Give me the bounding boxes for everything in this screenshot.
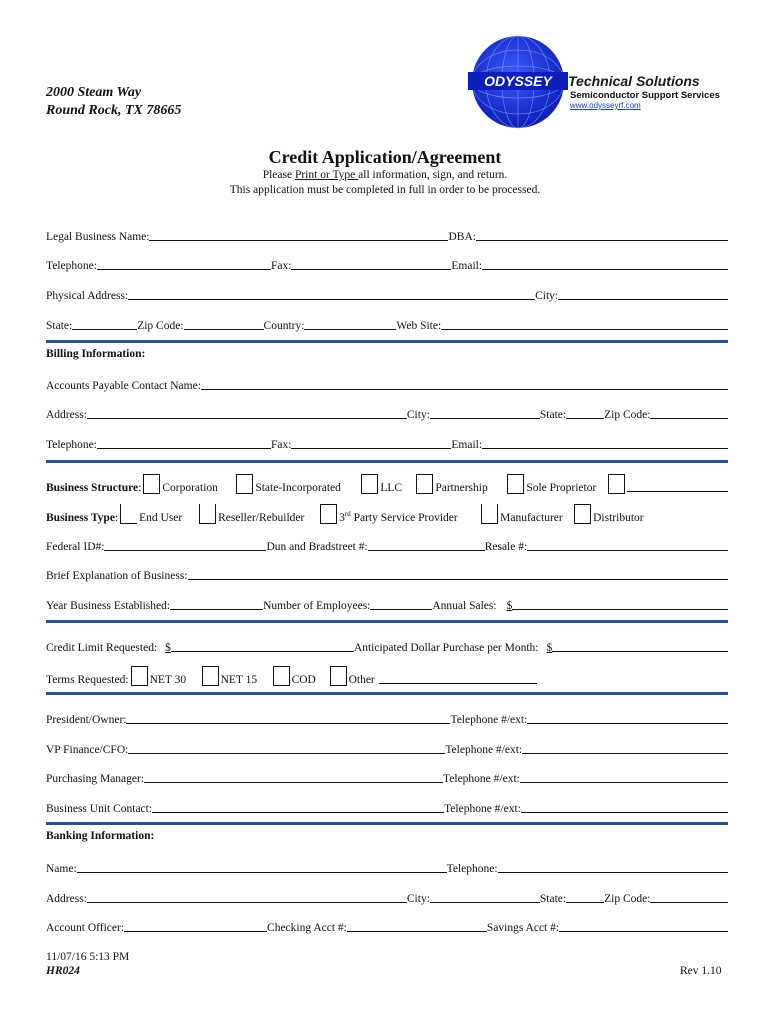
bank-telephone-label: Telephone: — [446, 863, 498, 875]
form-title: Credit Application/Agreement — [268, 147, 502, 167]
resale-label: Resale #: — [484, 541, 528, 553]
federal-id-label: Federal ID#: — [46, 541, 105, 553]
row-billing-contact — [46, 435, 728, 451]
country-label: Country: — [263, 320, 305, 332]
billing-email-label: Email: — [451, 439, 483, 451]
row-bank-accounts — [46, 918, 728, 934]
logo-tagline-1: Technical Solutions — [568, 73, 700, 89]
section-divider — [46, 822, 728, 825]
business-unit-phone-label: Telephone #/ext: — [444, 803, 521, 815]
row-bank-address — [46, 889, 728, 905]
annual-sales-label: Annual Sales: — [432, 600, 497, 612]
banking-info-heading: Banking Information: — [46, 830, 155, 842]
business-unit-contact-label: Business Unit Contact: — [46, 803, 153, 815]
bank-address-label: Address: — [46, 893, 87, 905]
reseller-label: Reseller/Rebuilder — [218, 512, 305, 524]
billing-telephone-label: Telephone: — [46, 439, 97, 451]
distributor-label: Distributor — [593, 512, 644, 524]
form-instructions: Please Print or Type all information, sign, and return. This application must be completed in full in order to be processed. — [0, 168, 770, 198]
billing-email-field[interactable] — [482, 447, 728, 449]
resale-field[interactable] — [527, 549, 728, 551]
billing-city-label: City: — [406, 409, 430, 421]
dun-field[interactable] — [368, 549, 485, 551]
credit-limit-dollar: $ — [165, 642, 171, 654]
third-party-label: 3rd Party Service Provider — [339, 510, 458, 524]
distributor-checkbox[interactable] — [574, 504, 591, 524]
row-president — [46, 710, 728, 726]
billing-fax-label: Fax: — [270, 439, 292, 451]
footer-form-code: HR024 — [46, 965, 80, 977]
business-unit-phone-field[interactable] — [521, 811, 728, 813]
row-year-established — [46, 596, 728, 612]
partnership-label: Partnership — [435, 482, 488, 494]
billing-fax-field[interactable] — [291, 447, 451, 449]
ap-contact-field[interactable] — [201, 388, 728, 390]
bank-city-field[interactable] — [430, 901, 540, 903]
fax-field[interactable] — [291, 268, 451, 270]
logo-tagline-2: Semiconductor Support Services — [570, 90, 720, 101]
company-address — [46, 84, 181, 120]
credit-limit-field[interactable] — [171, 650, 354, 652]
brief-explanation-label: Brief Explanation of Business: — [46, 570, 188, 582]
section-divider — [46, 620, 728, 623]
vp-finance-label: VP Finance/CFO: — [46, 744, 129, 756]
row-state-zip — [46, 316, 728, 332]
website-field[interactable] — [441, 328, 728, 330]
net15-label: NET 15 — [220, 674, 258, 686]
sole-proprietor-label: Sole Proprietor — [526, 482, 597, 494]
sole-proprietor-checkbox[interactable] — [507, 474, 524, 494]
cod-checkbox[interactable] — [273, 666, 290, 686]
row-credit-limit — [46, 638, 728, 654]
state-incorporated-label: State-Incorporated — [255, 482, 341, 494]
footer-left — [46, 950, 129, 978]
email-label: Email: — [451, 260, 483, 272]
country-field[interactable] — [304, 328, 396, 330]
billing-address-label: Address: — [46, 409, 87, 421]
state-incorporated-checkbox[interactable] — [236, 474, 253, 494]
checking-acct-field[interactable] — [347, 930, 487, 932]
vp-finance-field[interactable] — [128, 752, 445, 754]
dba-field[interactable] — [476, 239, 728, 241]
ap-contact-label: Accounts Payable Contact Name: — [46, 380, 201, 392]
annual-sales-dollar: $ — [506, 600, 513, 612]
credit-limit-label: Credit Limit Requested: — [46, 642, 158, 654]
manufacturer-label: Manufacturer — [500, 512, 563, 524]
row-brief-explanation — [46, 566, 728, 582]
end-user-label: End User — [139, 512, 183, 524]
row-vp-finance — [46, 740, 728, 756]
bank-address-field[interactable] — [87, 901, 407, 903]
billing-address-field[interactable] — [87, 417, 407, 419]
legal-name-label: Legal Business Name: — [46, 231, 150, 243]
section-divider — [46, 340, 728, 343]
bank-name-label: Name: — [46, 863, 77, 875]
footer-revision: Rev 1.10 — [680, 965, 722, 977]
year-established-label: Year Business Established: — [46, 600, 171, 612]
account-officer-field[interactable] — [124, 930, 267, 932]
physical-address-field[interactable] — [128, 298, 535, 300]
corporation-label: Corporation — [162, 482, 218, 494]
city-field[interactable] — [558, 298, 728, 300]
email-field[interactable] — [482, 268, 728, 270]
president-phone-field[interactable] — [527, 722, 728, 724]
purchasing-phone-label: Telephone #/ext: — [443, 773, 520, 785]
anticipated-label: Anticipated Dollar Purchase per Month: — [353, 642, 539, 654]
other-terms-field[interactable] — [379, 682, 537, 684]
zip-label: Zip Code: — [137, 320, 184, 332]
row-business-structure: Business Structure : Corporation State-Incorporated LLC Partnership Sole Proprietor — [46, 474, 728, 494]
business-unit-contact-field[interactable] — [152, 811, 444, 813]
num-employees-label: Number of Employees: — [263, 600, 371, 612]
billing-state-label: State: — [539, 409, 567, 421]
reseller-checkbox[interactable] — [199, 504, 216, 524]
other-terms-checkbox[interactable] — [330, 666, 347, 686]
billing-info-heading: Billing Information: — [46, 348, 146, 360]
bank-zip-field[interactable] — [650, 901, 728, 903]
checking-acct-label: Checking Acct #: — [267, 922, 347, 934]
row-business-type: Business Type : End User Reseller/Rebuilder 3rd Party Service Provider Manufacturer Distributor — [46, 504, 728, 524]
savings-acct-field[interactable] — [559, 930, 728, 932]
row-ap-contact — [46, 376, 728, 392]
business-structure-label: Business Structure — [46, 482, 139, 494]
logo-wordmark: ODYSSEY — [484, 73, 552, 89]
terms-requested-label: Terms Requested: — [46, 674, 129, 686]
manufacturer-checkbox[interactable] — [481, 504, 498, 524]
row-terms — [46, 666, 728, 686]
row-legal-name — [46, 227, 728, 243]
address-line-1: 2000 Steam Way — [46, 85, 142, 100]
row-business-unit-contact — [46, 799, 728, 815]
bank-state-label: State: — [539, 893, 567, 905]
section-divider — [46, 460, 728, 463]
state-field[interactable] — [72, 328, 137, 330]
telephone-field[interactable] — [97, 268, 271, 270]
city-label: City: — [535, 290, 559, 302]
business-type-label: Business Type — [46, 512, 115, 524]
anticipated-field[interactable] — [552, 650, 728, 652]
other-structure-checkbox[interactable] — [608, 474, 625, 494]
dun-label: Dun and Bradstreet #: — [266, 541, 368, 553]
dba-label: DBA: — [448, 231, 476, 243]
llc-checkbox[interactable] — [361, 474, 378, 494]
cod-label: COD — [291, 674, 316, 686]
num-employees-field[interactable] — [370, 608, 432, 610]
zip-field[interactable] — [184, 328, 264, 330]
bank-telephone-field[interactable] — [498, 871, 728, 873]
purchasing-phone-field[interactable] — [520, 781, 728, 783]
bank-state-field[interactable] — [566, 901, 604, 903]
bank-zip-label: Zip Code: — [604, 893, 651, 905]
bank-name-field[interactable] — [77, 871, 447, 873]
row-physical-address — [46, 286, 728, 302]
vp-finance-phone-field[interactable] — [522, 752, 728, 754]
other-terms-label: Other — [348, 674, 375, 686]
website-label: Web Site: — [396, 320, 442, 332]
row-contact — [46, 256, 728, 272]
physical-address-label: Physical Address: — [46, 290, 129, 302]
purchasing-manager-field[interactable] — [144, 781, 443, 783]
federal-id-field[interactable] — [104, 549, 266, 551]
anticipated-dollar: $ — [546, 642, 553, 654]
row-bank-name — [46, 859, 728, 875]
president-phone-label: Telephone #/ext: — [450, 714, 528, 726]
savings-acct-label: Savings Acct #: — [486, 922, 560, 934]
footer-datetime: 11/07/16 5:13 PM — [46, 951, 130, 963]
partnership-checkbox[interactable] — [416, 474, 433, 494]
billing-state-field[interactable] — [566, 417, 604, 419]
third-party-checkbox[interactable] — [320, 504, 337, 524]
billing-zip-label: Zip Code: — [604, 409, 651, 421]
fax-label: Fax: — [270, 260, 292, 272]
president-field[interactable] — [126, 722, 450, 724]
president-label: President/Owner: — [46, 714, 127, 726]
row-purchasing-manager — [46, 769, 728, 785]
vp-finance-phone-label: Telephone #/ext: — [445, 744, 523, 756]
legal-name-field[interactable] — [149, 239, 448, 241]
section-divider — [46, 692, 728, 695]
account-officer-label: Account Officer: — [46, 922, 125, 934]
row-billing-address — [46, 405, 728, 421]
form-instructions-line2: This application must be completed in full in order to be processed. — [229, 184, 541, 196]
address-line-2: Round Rock, TX 78665 — [46, 103, 182, 118]
net30-label: NET 30 — [149, 674, 187, 686]
purchasing-manager-label: Purchasing Manager: — [46, 773, 145, 785]
bank-city-label: City: — [406, 893, 430, 905]
llc-label: LLC — [380, 482, 403, 494]
state-label: State: — [46, 320, 73, 332]
row-federal-id — [46, 537, 728, 553]
net30-checkbox[interactable] — [131, 666, 148, 686]
annual-sales-field[interactable] — [512, 608, 728, 610]
end-user-checkbox[interactable] — [120, 504, 137, 524]
billing-zip-field[interactable] — [650, 417, 728, 419]
telephone-label: Telephone: — [46, 260, 97, 272]
net15-checkbox[interactable] — [202, 666, 219, 686]
corporation-checkbox[interactable] — [143, 474, 160, 494]
billing-telephone-field[interactable] — [97, 447, 271, 449]
logo-url-link[interactable]: www.odysseyrf.com — [570, 101, 641, 110]
brief-explanation-field[interactable] — [188, 578, 729, 580]
year-established-field[interactable] — [170, 608, 263, 610]
billing-city-field[interactable] — [430, 417, 540, 419]
other-structure-field[interactable] — [627, 490, 728, 492]
